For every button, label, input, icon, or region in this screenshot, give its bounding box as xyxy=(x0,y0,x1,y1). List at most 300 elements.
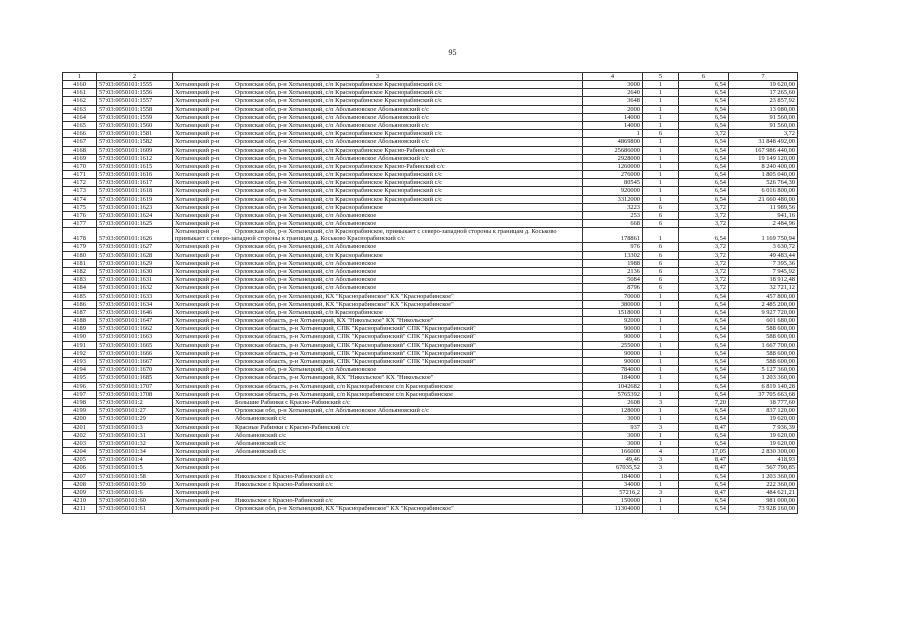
table-row xyxy=(63,171,798,179)
district-label: Хотынецкий р-н xyxy=(175,228,220,236)
cadastral-number-cell: 57:03:0050101:1627 xyxy=(97,243,173,251)
area-cell: 2000 xyxy=(583,105,643,113)
address-text: Орловская обл, р-н Хотынецкий, с/п Абольяновское xyxy=(235,243,377,251)
rate-cell: 6,54 xyxy=(679,415,729,423)
group-code-cell: 1 xyxy=(643,439,679,447)
table-row xyxy=(63,243,798,251)
district-label: Хотынецкий р-н xyxy=(175,333,220,341)
row-number-cell: 4182 xyxy=(63,267,97,275)
table-row xyxy=(63,415,798,423)
rate-cell: 3,72 xyxy=(679,220,729,228)
rate-cell: 3,72 xyxy=(679,259,729,267)
area-cell: 3000 xyxy=(583,415,643,423)
header-cell: 1 xyxy=(63,73,97,81)
cadastral-value-cell: 3,72 xyxy=(729,130,798,138)
group-code-cell: 1 xyxy=(643,505,679,513)
cadastral-value-cell: 588 600,00 xyxy=(729,333,798,341)
district-label: Хотынецкий р-н xyxy=(175,203,220,211)
group-code-cell: 6 xyxy=(643,276,679,284)
area-cell: 976 xyxy=(583,243,643,251)
district-label: Хотынецкий р-н xyxy=(175,243,220,251)
table-row xyxy=(63,292,798,300)
rate-cell: 6,54 xyxy=(679,374,729,382)
cadastral-number-cell: 57:03:0050101:1557 xyxy=(97,97,173,105)
location-cell xyxy=(173,154,583,162)
row-number-cell: 4207 xyxy=(63,472,97,480)
group-code-cell: 1 xyxy=(643,325,679,333)
address-text: Орловская область, р-н Хотынецкий, КХ "Никольское" КХ "Никольское" xyxy=(235,374,434,382)
location-cell xyxy=(173,390,583,398)
cadastral-number-cell: 57:03:0050101:1560 xyxy=(97,121,173,129)
district-label: Хотынецкий р-н xyxy=(175,212,220,219)
location-cell xyxy=(173,505,583,513)
group-code-cell: 1 xyxy=(643,349,679,357)
district-label: Хотынецкий р-н xyxy=(175,439,220,447)
table-row xyxy=(63,448,798,456)
cadastral-number-cell: 57:03:0050101:1616 xyxy=(97,171,173,179)
group-code-cell: 1 xyxy=(643,97,679,105)
area-cell: 90000 xyxy=(583,358,643,366)
district-label: Хотынецкий р-н xyxy=(175,308,220,316)
group-code-cell: 1 xyxy=(643,154,679,162)
table-row xyxy=(63,398,798,406)
area-cell: 5084 xyxy=(583,276,643,284)
location-cell xyxy=(173,489,583,497)
group-code-cell: 1 xyxy=(643,480,679,488)
location-cell xyxy=(173,203,583,211)
location-cell xyxy=(173,220,583,228)
cadastral-value-cell: 601 680,00 xyxy=(729,317,798,325)
area-cell: 380000 xyxy=(583,300,643,308)
group-code-cell: 3 xyxy=(643,489,679,497)
rate-cell: 6,54 xyxy=(679,138,729,146)
cadastral-number-cell: 57:03:0050101:4 xyxy=(97,456,173,464)
location-cell xyxy=(173,317,583,325)
row-number-cell: 4195 xyxy=(63,374,97,382)
row-number-cell: 4172 xyxy=(63,179,97,187)
row-number-cell: 4198 xyxy=(63,398,97,406)
rate-cell: 6,54 xyxy=(679,81,729,89)
address-text: Большие Рабинки с Красно-Рабинский с/с xyxy=(235,398,350,406)
cadastral-number-cell: 57:03:0050101:1581 xyxy=(97,130,173,138)
group-code-cell: 1 xyxy=(643,308,679,316)
address-text: Орловская обл, р-н Хотынецкий, с/п Краснорабинское Краснорабинский с/с xyxy=(235,179,443,187)
table-row xyxy=(63,138,798,146)
location-cell xyxy=(173,439,583,447)
group-code-cell: 1 xyxy=(643,162,679,170)
location-cell xyxy=(173,407,583,415)
table-row xyxy=(63,325,798,333)
group-code-cell: 6 xyxy=(643,220,679,228)
cadastral-value-cell: 1 667 700,00 xyxy=(729,341,798,349)
district-label: Хотынецкий р-н xyxy=(175,113,220,121)
location-cell xyxy=(173,480,583,488)
group-code-cell: 1 xyxy=(643,358,679,366)
rate-cell: 6,54 xyxy=(679,431,729,439)
group-code-cell: 1 xyxy=(643,390,679,398)
header-cell: 7 xyxy=(729,73,798,81)
table-row xyxy=(63,203,798,211)
rate-cell: 8,47 xyxy=(679,464,729,472)
address-text: Орловская область, р-н Хотынецкий, СПК "Краснорабинский" СПК "Краснорабинский" xyxy=(235,341,476,349)
row-number-cell: 4181 xyxy=(63,259,97,267)
location-cell xyxy=(173,113,583,121)
district-label: Хотынецкий р-н xyxy=(175,105,220,113)
address-text: Красные Рабинки с Красно-Рабинский с/с xyxy=(235,423,350,431)
cadastral-number-cell: 57:03:0050101:1646 xyxy=(97,308,173,316)
location-cell xyxy=(173,300,583,308)
cadastral-number-cell: 57:03:0050101:1618 xyxy=(97,187,173,195)
address-text: Орловская обл, р-н Хотынецкий, с/п Абольяновское xyxy=(235,259,377,267)
cadastral-value-cell: 91 560,00 xyxy=(729,113,798,121)
group-code-cell: 6 xyxy=(643,130,679,138)
group-code-cell: 1 xyxy=(643,366,679,374)
table-row xyxy=(63,284,798,292)
area-cell: 14000 xyxy=(583,121,643,129)
area-cell: 2640 xyxy=(583,89,643,97)
rate-cell: 6,54 xyxy=(679,317,729,325)
rate-cell: 3,72 xyxy=(679,130,729,138)
cadastral-value-cell: 484 621,21 xyxy=(729,489,798,497)
area-cell: 255000 xyxy=(583,341,643,349)
district-label: Хотынецкий р-н xyxy=(175,276,220,284)
location-cell xyxy=(173,398,583,406)
table-row xyxy=(63,228,798,243)
row-number-cell: 4166 xyxy=(63,130,97,138)
rate-cell: 6,54 xyxy=(679,505,729,513)
address-text: Орловская обл, р-н Хотынецкий, с/п Краснорабинское, примыкает с северо-западной стороны к границам д. Коськово примыкает с северо-западной стороны к границам д. Коськово Краснорабинский с/с xyxy=(175,228,557,243)
cadastral-value-cell: 19 620,00 xyxy=(729,81,798,89)
address-text: Орловская область, р-н Хотынецкий, КХ "Никольское" КХ "Никольское" xyxy=(235,317,434,325)
group-code-cell: 1 xyxy=(643,300,679,308)
address-text: Орловская область, р-н Хотынецкий, СПК "Краснорабинский" СПК "Краснорабинский" xyxy=(235,349,476,357)
table-row xyxy=(63,431,798,439)
cadastral-number-cell: 57:03:0050101:1626 xyxy=(97,228,173,243)
group-code-cell: 6 xyxy=(643,284,679,292)
area-cell: 3000 xyxy=(583,81,643,89)
cadastral-value-cell: 19 149 120,00 xyxy=(729,154,798,162)
rate-cell: 3,72 xyxy=(679,267,729,275)
cadastral-number-cell: 57:03:0050101:1558 xyxy=(97,105,173,113)
area-cell: 49,46 xyxy=(583,456,643,464)
table-row xyxy=(63,349,798,357)
district-label: Хотынецкий р-н xyxy=(175,497,220,505)
address-text: Орловская область, р-н Хотынецкий, с/п Краснорабинское с/п Краснорабинское xyxy=(235,390,453,398)
district-label: Хотынецкий р-н xyxy=(175,154,220,162)
address-text: Орловская обл, р-н Хотынецкий, КХ "Краснорабинское" КХ "Краснорабинское" xyxy=(235,292,454,300)
cadastral-number-cell: 57:03:0050101:27 xyxy=(97,407,173,415)
location-cell xyxy=(173,333,583,341)
location-cell xyxy=(173,464,583,472)
cadastral-value-cell: 19 620,00 xyxy=(729,415,798,423)
area-cell: 1988 xyxy=(583,259,643,267)
table-row xyxy=(63,154,798,162)
land-registry-table xyxy=(62,72,798,514)
area-cell: 2928000 xyxy=(583,154,643,162)
cadastral-value-cell: 73 928 160,00 xyxy=(729,505,798,513)
location-cell xyxy=(173,325,583,333)
location-cell xyxy=(173,366,583,374)
area-cell: 11304000 xyxy=(583,505,643,513)
row-number-cell: 4183 xyxy=(63,276,97,284)
address-text: Орловская обл, р-н Хотынецкий, с/п Абольяновское xyxy=(235,366,377,374)
header-cell: 4 xyxy=(583,73,643,81)
district-label: Хотынецкий р-н xyxy=(175,358,220,365)
cadastral-number-cell: 57:03:0050101:3 xyxy=(97,423,173,431)
table-row xyxy=(63,489,798,497)
district-label: Хотынецкий р-н xyxy=(175,121,220,129)
row-number-cell: 4176 xyxy=(63,212,97,220)
group-code-cell: 6 xyxy=(643,259,679,267)
row-number-cell: 4193 xyxy=(63,358,97,366)
area-cell: 784000 xyxy=(583,366,643,374)
rate-cell: 6,54 xyxy=(679,390,729,398)
cadastral-number-cell: 57:03:0050101:1665 xyxy=(97,341,173,349)
location-cell xyxy=(173,187,583,195)
area-cell: 90000 xyxy=(583,325,643,333)
location-cell xyxy=(173,251,583,259)
row-number-cell: 4202 xyxy=(63,431,97,439)
address-text: Абольяновский с/с xyxy=(235,415,287,423)
cadastral-value-cell: 8 240 400,00 xyxy=(729,162,798,170)
rate-cell: 3,72 xyxy=(679,276,729,284)
cadastral-number-cell: 57:03:0050101:60 xyxy=(97,497,173,505)
group-code-cell: 6 xyxy=(643,251,679,259)
row-number-cell: 4199 xyxy=(63,407,97,415)
district-label: Хотынецкий р-н xyxy=(175,448,220,456)
row-number-cell: 4206 xyxy=(63,464,97,472)
district-label: Хотынецкий р-н xyxy=(175,81,220,88)
table-row xyxy=(63,162,798,170)
group-code-cell: 1 xyxy=(643,179,679,187)
table-row xyxy=(63,89,798,97)
rate-cell: 6,54 xyxy=(679,439,729,447)
row-number-cell: 4188 xyxy=(63,317,97,325)
cadastral-number-cell: 57:03:0050101:5 xyxy=(97,464,173,472)
area-cell: 668 xyxy=(583,220,643,228)
cadastral-value-cell: 2 830 300,00 xyxy=(729,448,798,456)
table-row xyxy=(63,97,798,105)
cadastral-number-cell: 57:03:0050101:32 xyxy=(97,439,173,447)
cadastral-number-cell: 57:03:0050101:29 xyxy=(97,415,173,423)
row-number-cell: 4174 xyxy=(63,195,97,203)
cadastral-value-cell: 3 630,72 xyxy=(729,243,798,251)
cadastral-value-cell: 11 989,56 xyxy=(729,203,798,211)
group-code-cell: 6 xyxy=(643,267,679,275)
cadastral-value-cell: 588 600,00 xyxy=(729,349,798,357)
area-cell: 920000 xyxy=(583,187,643,195)
cadastral-value-cell: 457 800,00 xyxy=(729,292,798,300)
district-label: Хотынецкий р-н xyxy=(175,179,220,187)
cadastral-value-cell: 31 848 492,00 xyxy=(729,138,798,146)
cadastral-value-cell: 837 120,00 xyxy=(729,407,798,415)
location-cell xyxy=(173,415,583,423)
area-cell: 184000 xyxy=(583,374,643,382)
cadastral-value-cell: 19 620,00 xyxy=(729,439,798,447)
row-number-cell: 4187 xyxy=(63,308,97,316)
table-row xyxy=(63,390,798,398)
cadastral-value-cell: 6 819 140,28 xyxy=(729,382,798,390)
area-cell: 3000 xyxy=(583,439,643,447)
location-cell xyxy=(173,162,583,170)
cadastral-value-cell: 1 169 750,94 xyxy=(729,228,798,243)
address-text: Орловская обл, р-н Хотынецкий, с/п Абольяновское xyxy=(235,284,377,292)
area-cell: 13302 xyxy=(583,251,643,259)
cadastral-number-cell: 57:03:0050101:61 xyxy=(97,505,173,513)
location-cell xyxy=(173,284,583,292)
cadastral-number-cell: 57:03:0050101:1633 xyxy=(97,292,173,300)
location-cell xyxy=(173,105,583,113)
address-text: Орловская обл, р-н Хотынецкий, с/п Краснорабинское xyxy=(235,203,383,211)
location-cell xyxy=(173,146,583,154)
area-cell: 5765392 xyxy=(583,390,643,398)
location-cell xyxy=(173,243,583,251)
address-text: Орловская обл, р-н Хотынецкий, с/п Абольяновское Абольяновский с/с xyxy=(235,407,429,415)
address-text: Орловская обл, р-н Хотынецкий, с/п Краснорабинское Краснорабинский с/с xyxy=(235,81,443,88)
table-row xyxy=(63,300,798,308)
table-row xyxy=(63,341,798,349)
rate-cell: 6,54 xyxy=(679,162,729,170)
group-code-cell: 4 xyxy=(643,448,679,456)
row-number-cell: 4196 xyxy=(63,382,97,390)
district-label: Хотынецкий р-н xyxy=(175,259,220,267)
rate-cell: 6,54 xyxy=(679,341,729,349)
row-number-cell: 4190 xyxy=(63,333,97,341)
row-number-cell: 4168 xyxy=(63,146,97,154)
cadastral-value-cell: 526 764,30 xyxy=(729,179,798,187)
address-text: Никольское с Красно-Рабинский с/с xyxy=(235,480,333,488)
area-cell: 937 xyxy=(583,423,643,431)
rate-cell: 6,54 xyxy=(679,179,729,187)
address-text: Орловская обл, р-н Хотынецкий, с/п Абольяновское xyxy=(235,220,377,228)
row-number-cell: 4205 xyxy=(63,456,97,464)
group-code-cell: 1 xyxy=(643,431,679,439)
location-cell xyxy=(173,358,583,366)
district-label: Хотынецкий р-н xyxy=(175,97,220,105)
location-cell xyxy=(173,121,583,129)
area-cell: 3312000 xyxy=(583,195,643,203)
district-label: Хотынецкий р-н xyxy=(175,138,220,146)
rate-cell: 6,54 xyxy=(679,366,729,374)
district-label: Хотынецкий р-н xyxy=(175,472,220,480)
area-cell: 128000 xyxy=(583,407,643,415)
district-label: Хотынецкий р-н xyxy=(175,382,220,390)
location-cell xyxy=(173,497,583,505)
location-cell xyxy=(173,341,583,349)
cadastral-number-cell: 57:03:0050101:1623 xyxy=(97,203,173,211)
rate-cell: 6,54 xyxy=(679,171,729,179)
group-code-cell: 1 xyxy=(643,195,679,203)
row-number-cell: 4184 xyxy=(63,284,97,292)
table-header-row xyxy=(63,73,798,81)
row-number-cell: 4191 xyxy=(63,341,97,349)
location-cell xyxy=(173,259,583,267)
table-row xyxy=(63,220,798,228)
address-text: Орловская обл, р-н Хотынецкий, с/п Краснорабинское xyxy=(235,251,383,259)
cadastral-number-cell: 57:03:0050101:1556 xyxy=(97,89,173,97)
rate-cell: 6,54 xyxy=(679,195,729,203)
row-number-cell: 4179 xyxy=(63,243,97,251)
cadastral-number-cell: 57:03:0050101:1612 xyxy=(97,154,173,162)
cadastral-number-cell: 57:03:0050101:1619 xyxy=(97,195,173,203)
district-label: Хотынецкий р-н xyxy=(175,489,220,496)
table-row xyxy=(63,464,798,472)
location-cell xyxy=(173,308,583,316)
cadastral-value-cell: 18 777,60 xyxy=(729,398,798,406)
group-code-cell: 1 xyxy=(643,81,679,89)
address-text: Орловская обл, р-н Хотынецкий, с/п Краснорабинское xyxy=(235,308,383,316)
table-row xyxy=(63,358,798,366)
table-row xyxy=(63,439,798,447)
district-label: Хотынецкий р-н xyxy=(175,284,220,292)
address-text: Орловская обл, р-н Хотынецкий, с/п Краснорабинское Красно-Рабинский с/с xyxy=(235,146,445,154)
address-text: Орловская область, р-н Хотынецкий, СПК "Краснорабинский" СПК "Краснорабинский" xyxy=(235,325,476,333)
table-row xyxy=(63,317,798,325)
cadastral-value-cell: 32 721,12 xyxy=(729,284,798,292)
table-row xyxy=(63,366,798,374)
table-row xyxy=(63,423,798,431)
row-number-cell: 4165 xyxy=(63,121,97,129)
row-number-cell: 4210 xyxy=(63,497,97,505)
district-label: Хотынецкий р-н xyxy=(175,325,220,333)
table-row xyxy=(63,187,798,195)
district-label: Хотынецкий р-н xyxy=(175,267,220,275)
area-cell: 25686000 xyxy=(583,146,643,154)
rate-cell: 6,54 xyxy=(679,300,729,308)
rate-cell: 7,20 xyxy=(679,398,729,406)
address-text: Орловская обл, р-н Хотынецкий, с/п Краснорабинское Красно-Рабинский с/с xyxy=(235,162,445,170)
address-text: Орловская обл, р-н Хотынецкий, с/п Краснорабинское Краснорабинский с/с xyxy=(235,195,443,203)
cadastral-number-cell: 57:03:0050101:1707 xyxy=(97,382,173,390)
row-number-cell: 4180 xyxy=(63,251,97,259)
rate-cell: 6,54 xyxy=(679,358,729,366)
area-cell: 14000 xyxy=(583,113,643,121)
cadastral-value-cell: 2 484,96 xyxy=(729,220,798,228)
address-text: Орловская обл, р-н Хотынецкий, КХ "Краснорабинское" КХ "Краснорабинское" xyxy=(235,505,454,513)
location-cell xyxy=(173,138,583,146)
district-label: Хотынецкий р-н xyxy=(175,300,220,308)
group-code-cell: 1 xyxy=(643,497,679,505)
district-label: Хотынецкий р-н xyxy=(175,431,220,439)
rate-cell: 6,54 xyxy=(679,113,729,121)
address-text: Орловская обл, р-н Хотынецкий, с/п Абольяновское xyxy=(235,212,377,219)
group-code-cell: 1 xyxy=(643,89,679,97)
rate-cell: 6,54 xyxy=(679,480,729,488)
row-number-cell: 4189 xyxy=(63,325,97,333)
row-number-cell: 4170 xyxy=(63,162,97,170)
rate-cell: 8,47 xyxy=(679,489,729,497)
group-code-cell: 6 xyxy=(643,243,679,251)
location-cell xyxy=(173,212,583,220)
cadastral-number-cell: 57:03:0050101:1685 xyxy=(97,374,173,382)
address-text: Орловская обл, р-н Хотынецкий, с/п Абольяновское xyxy=(235,276,377,284)
cadastral-number-cell: 57:03:0050101:1559 xyxy=(97,113,173,121)
cadastral-value-cell: 941,16 xyxy=(729,212,798,220)
rate-cell: 6,54 xyxy=(679,187,729,195)
address-text: Орловская обл, р-н Хотынецкий, с/п Краснорабинское Краснорабинский с/с xyxy=(235,97,443,105)
cadastral-value-cell: 1 203 360,00 xyxy=(729,374,798,382)
address-text: Орловская обл, р-н Хотынецкий, с/п Абольяновское Абольяновский с/с xyxy=(235,121,429,129)
rate-cell: 3,72 xyxy=(679,251,729,259)
location-cell xyxy=(173,276,583,284)
address-text: Абольяновский с/с xyxy=(235,431,287,439)
row-number-cell: 4169 xyxy=(63,154,97,162)
address-text: Абольяновский с/с xyxy=(235,439,287,447)
header-cell: 6 xyxy=(679,73,729,81)
location-cell xyxy=(173,374,583,382)
row-number-cell: 4162 xyxy=(63,97,97,105)
district-label: Хотынецкий р-н xyxy=(175,366,220,374)
